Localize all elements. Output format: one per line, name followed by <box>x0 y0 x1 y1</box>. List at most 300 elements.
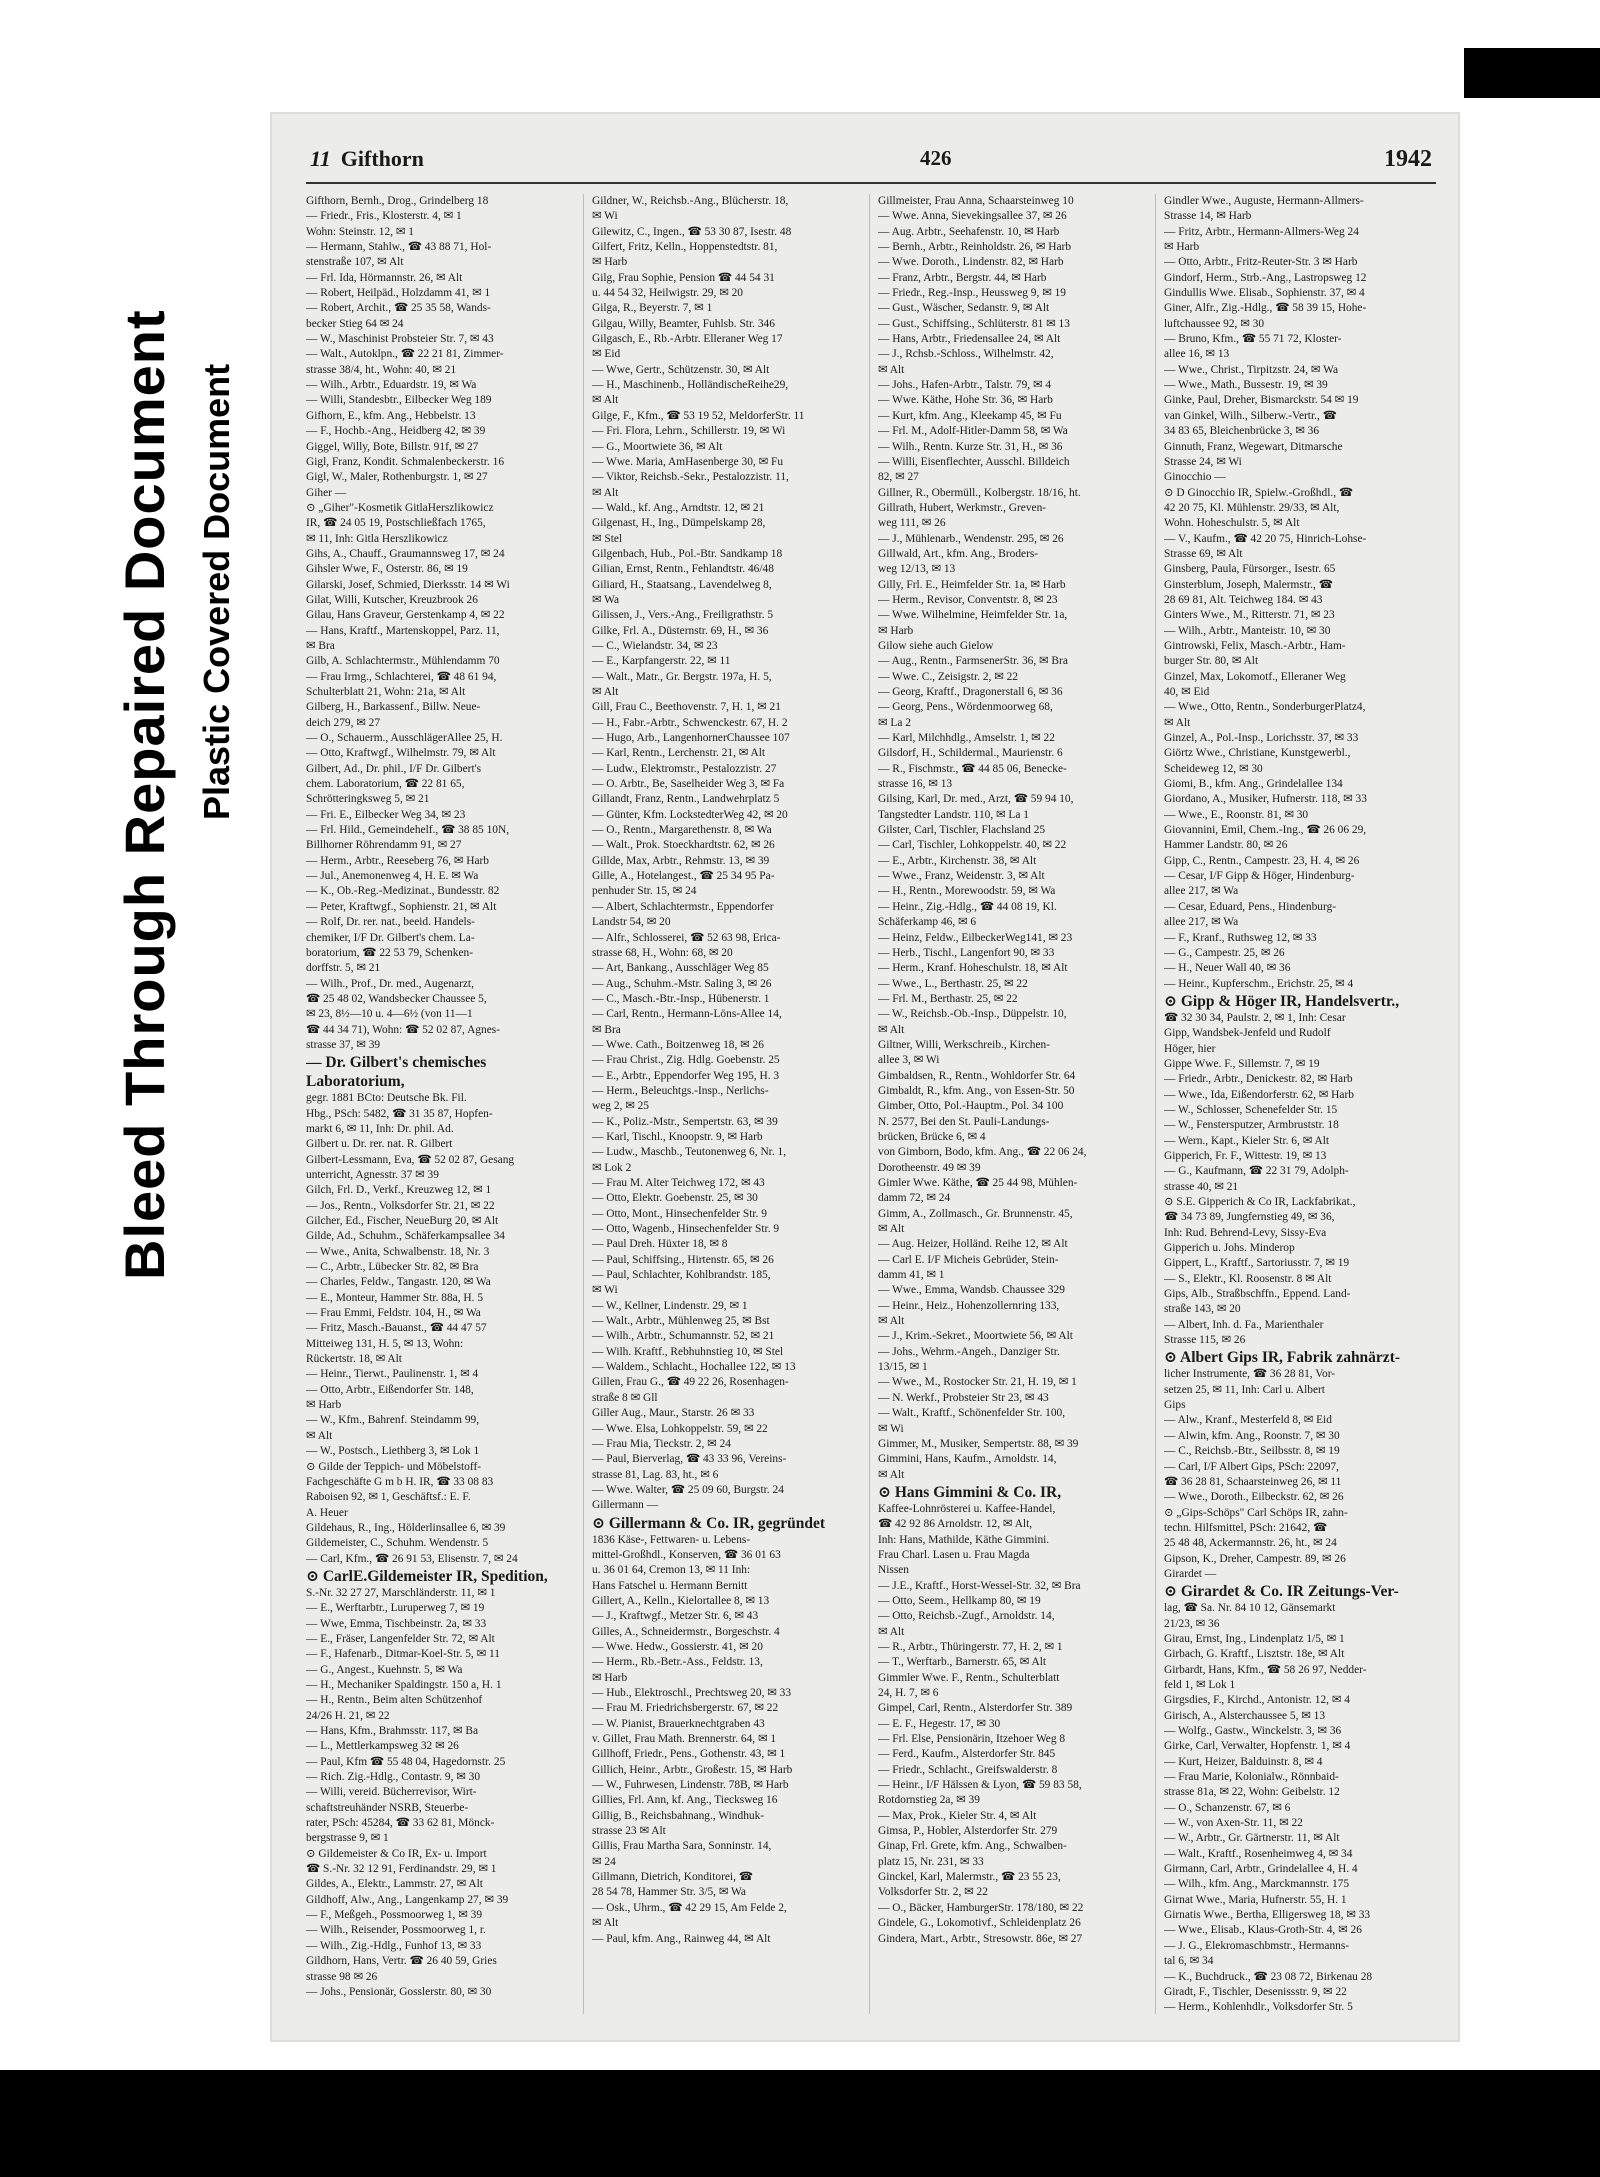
directory-entry: 82, ✉ 27 <box>878 471 919 484</box>
directory-entry: Gilow siehe auch Gielow <box>878 639 994 652</box>
directory-entry: — Aug. Heizer, Holländ. Reihe 12, ✉ Alt <box>878 1238 1068 1251</box>
directory-entry: — Frau Christ., Zig. Hdlg. Goebenstr. 25 <box>592 1054 780 1067</box>
directory-entry: — Wilh., Rentn. Kurze Str. 31, H., ✉ 36 <box>878 440 1063 453</box>
directory-entry: Gippert, L., Kraftf., Sartoriusstr. 7, ✉ 19 <box>1164 1257 1350 1270</box>
directory-entry: — Heinr., Zig.-Hdlg., ☎ 44 08 19, Kl. <box>878 900 1057 913</box>
directory-entry: ✉ Wi <box>592 1284 618 1297</box>
directory-entry: — Wilh. Kraftf., Rebhuhnstieg 10, ✉ Stel <box>592 1345 784 1358</box>
directory-entry: — Carl, Rentn., Hermann-Löns-Allee 14, <box>592 1008 782 1021</box>
directory-entry: Gilbert u. Dr. rer. nat. R. Gilbert <box>306 1138 453 1151</box>
directory-entry: — Karl, Tischl., Knoopstr. 9, ✉ Harb <box>592 1130 763 1143</box>
directory-entry: ⊙ Albert Gips IR, Fabrik zahnärzt- <box>1164 1349 1401 1367</box>
directory-entry: — Georg, Kraftf., Dragonerstall 6, ✉ 36 <box>878 686 1063 698</box>
directory-entry: Gillich, Heinr., Arbtr., Großestr. 15, ✉ Harb <box>592 1763 793 1776</box>
directory-entry: Gillhoff, Friedr., Pens., Gothenstr. 43, ✉ 1 <box>592 1748 786 1761</box>
directory-entry: — O., Schanzenstr. 67, ✉ 6 <box>1164 1801 1291 1814</box>
directory-entry: — Otto, Reichsb.-Zugf., Arnoldstr. 14, <box>878 1610 1055 1623</box>
directory-entry: Giner, Alfr., Zig.-Hdlg., ☎ 58 39 15, Hohe- <box>1164 302 1367 315</box>
directory-entry: — E., Werftarbtr., Luruperweg 7, ✉ 19 <box>306 1602 485 1615</box>
directory-entry: Gindler Wwe., Auguste, Hermann-Allmers- <box>1164 195 1364 207</box>
directory-entry: Ginap, Frl. Grete, kfm. Ang., Schwalben- <box>878 1840 1067 1853</box>
directory-entry: — E., Arbtr., Kirchenstr. 38, ✉ Alt <box>878 854 1037 867</box>
directory-entry: strasse 16, ✉ 13 <box>878 778 953 791</box>
directory-entry: — Hermann, Stahlw., ☎ 43 88 71, Hol- <box>306 241 492 254</box>
directory-column-4 <box>1164 194 1432 2014</box>
directory-entry: ✉ Alt <box>1164 716 1191 729</box>
directory-entry: — E., Arbtr., Eppendorfer Weg 195, H. 3 <box>592 1069 780 1082</box>
directory-entry: — Frl. Hild., Gemeindehelf., ☎ 38 85 10N, <box>306 824 510 837</box>
directory-entry: N. 2577, Bei den St. Pauli-Landungs- <box>878 1115 1050 1128</box>
directory-entry: — Walt., Matr., Gr. Bergstr. 197a, H. 5, <box>592 670 772 683</box>
directory-entry: — Kurt, kfm. Ang., Kleekamp 45, ✉ Fu <box>878 409 1062 422</box>
directory-entry: burger Str. 80, ✉ Alt <box>1164 655 1259 668</box>
directory-entry: — Rolf, Dr. rer. nat., beeid. Handels- <box>306 916 475 929</box>
directory-entry: — Wwe., E., Roonstr. 81, ✉ 30 <box>1164 808 1309 821</box>
directory-entry: ✉ Harb <box>1164 241 1200 254</box>
directory-entry: u. 44 54 32, Heilwigstr. 29, ✉ 20 <box>592 287 743 300</box>
side-label-plastic-covered: Plastic Covered Document <box>196 363 237 820</box>
directory-entry: Gilly, Frl. E., Heimfelder Str. 1a, ✉ Harb <box>878 578 1066 591</box>
directory-entry: Gimmer, M., Musiker, Sempertstr. 88, ✉ 39 <box>878 1437 1079 1450</box>
directory-entry: Ginzel, Max, Lokomotf., Elleraner Weg <box>1164 670 1346 683</box>
directory-entry: Girgsdies, F., Kirchd., Antonistr. 12, ✉ 4 <box>1164 1694 1350 1707</box>
directory-entry: Giggel, Willy, Bote, Billstr. 91f, ✉ 27 <box>306 440 479 453</box>
directory-entry: — S., Elektr., Kl. Roosenstr. 8 ✉ Alt <box>1164 1272 1332 1285</box>
directory-entry: Gildemeister, C., Schuhm. Wendenstr. 5 <box>306 1537 489 1550</box>
directory-entry: Giörtz Wwe., Christiane, Kunstgewerbl., <box>1164 747 1351 760</box>
directory-entry: 42 20 75, Kl. Mühlenstr. 29/33, ✉ Alt, <box>1164 501 1340 514</box>
directory-entry: — Wwe. Käthe, Hohe Str. 36, ✉ Harb <box>878 394 1053 407</box>
directory-entry: Gimsa, P., Hobler, Alsterdorfer Str. 279 <box>878 1825 1058 1838</box>
directory-entry: Gilde, Ad., Schuhm., Schäferkampsallee 34 <box>306 1230 505 1243</box>
directory-entry: Gildehaus, R., Ing., Hölderlinsallee 6, ✉ 39 <box>306 1521 506 1534</box>
header-rule <box>306 182 1436 184</box>
directory-entry: ✉ Bra <box>306 639 335 652</box>
directory-entry: — W., Arbtr., Gr. Gärtnerstr. 11, ✉ Alt <box>1164 1832 1340 1845</box>
directory-entry: — T., Werftarb., Barnerstr. 65, ✉ Alt <box>878 1656 1047 1669</box>
directory-entry: Gilke, Frl. A., Düsternstr. 69, H., ✉ 36 <box>592 624 769 637</box>
directory-entry: ✉ 11, Inh: Gitla Herszlikowicz <box>306 532 448 545</box>
directory-entry: setzen 25, ✉ 11, Inh: Carl u. Albert <box>1164 1383 1325 1396</box>
directory-entry: ✉ Alt <box>592 1917 619 1930</box>
directory-entry: ✉ Alt <box>878 363 905 376</box>
directory-entry: — Robert, Archit., ☎ 25 35 58, Wands- <box>306 302 491 315</box>
directory-entry: Gimmler Wwe. F., Rentn., Schulterblatt <box>878 1671 1060 1684</box>
directory-entry: Girbardt, Hans, Kfm., ☎ 58 26 97, Nedder- <box>1164 1663 1367 1676</box>
directory-entry: — Otto, Arbtr., Eißendorfer Str. 148, <box>306 1383 474 1396</box>
directory-entry: Girau, Ernst, Ing., Lindenplatz 1/5, ✉ 1 <box>1164 1632 1345 1645</box>
directory-entry: Gipperich u. Johs. Minderop <box>1164 1242 1295 1255</box>
directory-entry: — Wilh., Zig.-Hdlg., Funhof 13, ✉ 33 <box>306 1939 482 1952</box>
directory-entry: Volksdorfer Str. 2, ✉ 22 <box>878 1886 988 1899</box>
directory-entry: Strasse 14, ✉ Harb <box>1164 210 1252 223</box>
directory-entry: — Karl, Milchhdlg., Amselstr. 1, ✉ 22 <box>878 732 1055 745</box>
directory-entry: dorffstr. 5, ✉ 21 <box>306 962 381 975</box>
directory-entry: ✉ Alt <box>592 394 619 407</box>
directory-entry: — Frau M. Alter Teichweg 172, ✉ 43 <box>592 1177 765 1189</box>
directory-entry: Gilewitz, C., Ingen., ☎ 53 30 87, Isestr. 48 <box>592 225 792 238</box>
directory-entry: — Wwe., Christ., Tirpitzstr. 24, ✉ Wa <box>1164 363 1339 376</box>
directory-entry: ⊙ „Gips-Schöps" Carl Schöps IR, zahn- <box>1164 1506 1348 1519</box>
directory-entry: — Herm., Revisor, Conventstr. 8, ✉ 23 <box>878 593 1058 606</box>
directory-entry: Gilge, F., Kfm., ☎ 53 19 52, MeldorferStr. 11 <box>592 409 805 422</box>
directory-entry: Giordano, A., Musiker, Hufnerstr. 118, ✉ 33 <box>1164 793 1367 806</box>
directory-entry: Gilsing, Karl, Dr. med., Arzt, ☎ 59 94 10, <box>878 793 1074 806</box>
directory-entry: — Friedr., Fris., Klosterstr. 4, ✉ 1 <box>306 210 462 223</box>
directory-entry: — Walt., Prok. Stoeckhardtstr. 62, ✉ 26 <box>592 839 775 852</box>
directory-entry: — Aug. Arbtr., Seehafenstr. 10, ✉ Harb <box>878 225 1060 238</box>
directory-entry: — C., Wielandstr. 34, ✉ 23 <box>592 639 718 652</box>
directory-entry: 28 69 81, Alt. Teichweg 184. ✉ 43 <box>1164 593 1323 606</box>
directory-entry: ☎ 42 92 86 Arnoldstr. 12, ✉ Alt, <box>878 1518 1033 1531</box>
directory-entry: Gildhoff, Alw., Ang., Langenkamp 27, ✉ 39 <box>306 1893 509 1906</box>
directory-entry: becker Stieg 64 ✉ 24 <box>306 317 404 330</box>
directory-entry: — Alwin, kfm. Ang., Roonstr. 7, ✉ 30 <box>1164 1429 1340 1442</box>
directory-entry: Scheideweg 12, ✉ 30 <box>1164 762 1263 775</box>
directory-entry: van Ginkel, Wilh., Silberw.-Vertr., ☎ <box>1164 409 1337 422</box>
directory-entry: — Aug., Schuhm.-Mstr. Saling 3, ✉ 26 <box>592 977 772 990</box>
directory-entry: Gimler Wwe. Käthe, ☎ 25 44 98, Mühlen- <box>878 1177 1078 1189</box>
directory-entry: — Bruno, Kfm., ☎ 55 71 72, Kloster- <box>1164 333 1342 346</box>
directory-entry: chemiker, I/F Dr. Gilbert's chem. La- <box>306 931 475 944</box>
directory-entry: Gildner, W., Reichsb.-Ang., Blücherstr. 18, <box>592 195 789 207</box>
directory-entry: — Wilh., Arbtr., Manteistr. 10, ✉ 30 <box>1164 624 1331 637</box>
directory-entry: allee 217, ✉ Wa <box>1164 885 1239 898</box>
directory-entry: Gillis, Frau Martha Sara, Sonninstr. 14, <box>592 1840 772 1853</box>
directory-entry: ✉ Alt <box>878 1223 905 1236</box>
directory-entry: Schäferkamp 46, ✉ 6 <box>878 916 977 929</box>
directory-entry: Schrötteringksweg 5, ✉ 21 <box>306 793 430 806</box>
directory-year: 1942 <box>1384 146 1432 172</box>
directory-entry: — H., Maschinenb., HolländischeReihe29, <box>592 379 789 392</box>
directory-entry: — L., Mettlerkampsweg 32 ✉ 26 <box>306 1740 459 1753</box>
directory-entry: lag, ☎ Sa. Nr. 84 10 12, Gänsemarkt <box>1164 1602 1336 1615</box>
directory-entry: — Wolfg., Gastw., Winckelstr. 3, ✉ 36 <box>1164 1725 1342 1737</box>
directory-entry: Gigl, Franz, Kondit. Schmalenbeckerstr. 16 <box>306 455 505 468</box>
directory-entry: penhuder Str. 15, ✉ 24 <box>592 885 697 898</box>
directory-entry: Gillrath, Hubert, Werkmstr., Greven- <box>878 501 1047 514</box>
directory-entry: — W., Fenstersputzer, Armbruststr. 18 <box>1164 1119 1339 1132</box>
directory-column-1 <box>306 194 574 2014</box>
directory-entry: Gindera, Mart., Arbtr., Stresowstr. 86e, ✉ 27 <box>878 1932 1083 1945</box>
directory-entry: Ginnuth, Franz, Wegewart, Ditmarsche <box>1164 440 1343 453</box>
directory-entry: Gilian, Ernst, Rentn., Fehlandtstr. 46/48 <box>592 563 774 576</box>
directory-entry: — Frl. Else, Pensionärin, Itzehoer Weg 8 <box>878 1733 1066 1746</box>
directory-entry: strasse 81, Lag. 83, ht., ✉ 6 <box>592 1468 719 1481</box>
directory-entry: — Hans, Kfm., Brahmsstr. 117, ✉ Ba <box>306 1725 479 1737</box>
directory-entry: — Ludw., Elektromstr., Pestalozzistr. 27 <box>592 762 777 775</box>
directory-entry: deich 279, ✉ 27 <box>306 716 381 729</box>
directory-entry: Giher — <box>306 486 347 499</box>
directory-entry: — Frau Irmg., Schlachterei, ☎ 48 61 94, <box>306 670 497 683</box>
directory-entry: straße 143, ✉ 20 <box>1164 1303 1241 1316</box>
directory-entry: — G., Campestr. 25, ✉ 26 <box>1164 946 1285 959</box>
directory-entry: — J., Rchsb.-Schloss., Wilhelmstr. 42, <box>878 348 1054 361</box>
directory-entry: Gillen, Frau G., ☎ 49 22 26, Rosenhagen- <box>592 1376 789 1389</box>
directory-entry: Gindele, G., Lokomotivf., Schleidenplatz 26 <box>878 1917 1081 1930</box>
directory-entry: Giller Aug., Maur., Starstr. 26 ✉ 33 <box>592 1407 755 1420</box>
directory-column-2 <box>592 194 860 2014</box>
directory-entry: ✉ Wi <box>592 210 618 223</box>
directory-entry: ✉ Bra <box>592 1023 621 1036</box>
running-head-place: Gifthorn <box>340 146 424 171</box>
directory-entry: allee 16, ✉ 13 <box>1164 348 1230 361</box>
directory-entry: Girardet — <box>1164 1567 1217 1580</box>
directory-entry: — Carl, I/F Albert Gips, PSch: 22097, <box>1164 1460 1339 1473</box>
directory-entry: — Wwe., Anita, Schwalbenstr. 18, Nr. 3 <box>306 1245 490 1258</box>
directory-entry: Gindorf, Herm., Strb.-Ang., Lastropsweg 12 <box>1164 271 1367 284</box>
directory-entry: ☎ 32 30 34, Paulstr. 2, ✉ 1, Inh: Cesar <box>1164 1011 1346 1024</box>
directory-entry: Nissen <box>878 1564 910 1577</box>
column-divider <box>583 194 584 2014</box>
directory-entry: ✉ Stel <box>592 532 623 545</box>
directory-entry: ⊙ Gildemeister & Co IR, Ex- u. Import <box>306 1847 487 1860</box>
directory-entry: Gilsdorf, H., Schildermal., Maurienstr. 6 <box>878 747 1063 760</box>
directory-entry: — Herm., Arbtr., Reeseberg 76, ✉ Harb <box>306 854 489 867</box>
directory-entry: Gilgau, Willy, Beamter, Fuhlsb. Str. 346 <box>592 317 775 330</box>
directory-entry: — H., Rentn., Morewoodstr. 59, ✉ Wa <box>878 885 1056 898</box>
directory-entry: damm 41, ✉ 1 <box>878 1269 945 1282</box>
directory-entry: Gillner, R., Obermüll., Kolbergstr. 18/16, ht. <box>878 486 1081 499</box>
directory-entry: — Wwe. Hedw., Gossierstr. 41, ✉ 20 <box>592 1640 763 1653</box>
directory-entry: — Friedr., Arbtr., Denickestr. 82, ✉ Harb <box>1164 1073 1353 1086</box>
directory-entry: mittel-Großhdl., Konserven, ☎ 36 01 63 <box>592 1548 781 1561</box>
directory-entry: unterricht, Agnesstr. 37 ✉ 39 <box>306 1168 439 1181</box>
directory-entry: ✉ Alt <box>878 1315 905 1328</box>
directory-entry: Gilb, A. Schlachtermstr., Mühlendamm 70 <box>306 655 500 668</box>
directory-entry: — Willi, vereid. Bücherrevisor, Wirt- <box>306 1786 477 1799</box>
directory-entry: — Frau Marie, Kolonialw., Rönnbaid- <box>1164 1771 1339 1784</box>
page-number: 426 <box>920 146 952 170</box>
directory-entry: strasse 98 ✉ 26 <box>306 1970 378 1983</box>
directory-entry: — Wern., Kapt., Kieler Str. 6, ✉ Alt <box>1164 1134 1330 1147</box>
directory-entry: Schulterblatt 21, Wohn: 21a, ✉ Alt <box>306 686 466 698</box>
directory-entry: — J.E., Kraftf., Horst-Wessel-Str. 32, ✉ Bra <box>878 1579 1081 1592</box>
directory-entry: Giliard, H., Staatsang., Lavendelweg 8, <box>592 578 772 591</box>
directory-entry: — Johs., Pensionär, Gosslerstr. 80, ✉ 30 <box>306 1985 492 1998</box>
directory-entry: — Robert, Heilpäd., Holzdamm 41, ✉ 1 <box>306 287 491 300</box>
directory-entry: — G., Angest., Kuehnstr. 5, ✉ Wa <box>306 1663 463 1676</box>
directory-entry: — Walt., Kraftf., Rosenheimweg 4, ✉ 34 <box>1164 1847 1353 1860</box>
directory-entry: ☎ S.-Nr. 32 12 91, Ferdinandstr. 29, ✉ 1 <box>306 1863 497 1876</box>
directory-entry: — Paul, Kfm ☎ 55 48 04, Hagedornstr. 25 <box>306 1755 506 1768</box>
directory-entry: Ginsberg, Paula, Fürsorger., Isestr. 65 <box>1164 563 1336 576</box>
directory-entry: Girnat Wwe., Maria, Hufnerstr. 55, H. 1 <box>1164 1893 1347 1906</box>
directory-columns <box>306 194 1440 2014</box>
directory-entry: — Walt., Arbtr., Mühlenweg 25, ✉ Bst <box>592 1315 770 1328</box>
directory-entry: Gilberg, H., Barkassenf., Billw. Neue- <box>306 701 481 714</box>
directory-entry: — Hans, Kraftf., Martenskoppel, Parz. 11, <box>306 624 500 637</box>
directory-entry: Gille, A., Hotelangest., ☎ 25 34 95 Pa- <box>592 870 775 883</box>
directory-entry: — Dr. Gilbert's chemisches <box>306 1054 487 1072</box>
directory-entry: allee 3, ✉ Wi <box>878 1054 940 1067</box>
directory-entry: Gildes, A., Elektr., Lammstr. 27, ✉ Alt <box>306 1878 483 1891</box>
directory-entry: — Albert, Schlachtermstr., Eppendorfer <box>592 900 774 913</box>
directory-entry: — Wwe., Doroth., Eilbeckstr. 62, ✉ 26 <box>1164 1491 1344 1504</box>
directory-entry: Gimpel, Carl, Rentn., Alsterdorfer Str. 389 <box>878 1702 1073 1715</box>
directory-entry: Gilau, Hans Graveur, Gerstenkamp 4, ✉ 22 <box>306 609 505 622</box>
scan-border-top <box>1464 48 1600 98</box>
directory-entry: Girnatis Wwe., Bertha, Elligersweg 18, ✉ 33 <box>1164 1909 1371 1922</box>
directory-entry: Wohn. Hoheschulstr. 5, ✉ Alt <box>1164 517 1300 530</box>
directory-entry: — Wilh., kfm. Ang., Marckmannstr. 175 <box>1164 1878 1350 1891</box>
side-label-bleed-through: Bleed Through Repaired Document <box>113 309 176 1280</box>
directory-entry: Girmann, Carl, Arbtr., Grindelallee 4, H. 4 <box>1164 1863 1358 1876</box>
directory-entry: Gillermann — <box>592 1499 659 1512</box>
directory-entry: Gindullis Wwe. Elisab., Sophienstr. 37, ✉ 4 <box>1164 287 1365 300</box>
directory-entry: 40, ✉ Eid <box>1164 686 1210 698</box>
directory-entry: Fachgeschäfte G m b H. IR, ☎ 33 08 83 <box>306 1475 494 1488</box>
directory-entry: Gimmini, Hans, Kaufm., Arnoldstr. 14, <box>878 1453 1057 1466</box>
directory-entry: ☎ 34 73 89, Jungfernstieg 49, ✉ 36, <box>1164 1211 1335 1224</box>
directory-entry: 34 83 65, Bleichenbrücke 3, ✉ 36 <box>1164 425 1320 438</box>
directory-entry: Gihs, A., Chauff., Graumannsweg 17, ✉ 24 <box>306 547 505 560</box>
directory-entry: — Fri. E., Eilbecker Weg 34, ✉ 23 <box>306 808 466 821</box>
directory-entry: — Frl. Ida, Hörmannstr. 26, ✉ Alt <box>306 271 463 284</box>
directory-entry: Laboratorium, <box>306 1073 405 1091</box>
directory-entry: ⊙ CarlE.Gildemeister IR, Spedition, <box>306 1567 548 1585</box>
directory-entry: Strasse 115, ✉ 26 <box>1164 1334 1246 1347</box>
directory-entry: — Gust., Schiffsing., Schlüterstr. 81 ✉ 13 <box>878 317 1070 330</box>
directory-entry: Gilcher, Ed., Fischer, NeueBurg 20, ✉ Alt <box>306 1215 499 1227</box>
running-head-left <box>310 146 424 172</box>
directory-entry: techn. Hilfsmittel, PSch: 21642, ☎ <box>1164 1521 1328 1534</box>
directory-entry: — E., Fräser, Langenfelder Str. 72, ✉ Alt <box>306 1632 495 1645</box>
directory-entry: — Max, Prok., Kieler Str. 4, ✉ Alt <box>878 1809 1037 1822</box>
directory-entry: — Frau M. Friedrichsbergerstr. 67, ✉ 22 <box>592 1702 779 1715</box>
directory-entry: — F., Hafenarb., Ditmar-Koel-Str. 5, ✉ 11 <box>306 1648 500 1661</box>
directory-entry: — Frl. M., Adolf-Hitler-Damm 58, ✉ Wa <box>878 425 1068 438</box>
directory-entry: — Cesar, Eduard, Pens., Hindenburg- <box>1164 900 1337 913</box>
directory-entry: — Wwe., L., Berthastr. 25, ✉ 22 <box>878 977 1028 990</box>
directory-entry: — Paul, kfm. Ang., Rainweg 44, ✉ Alt <box>592 1932 771 1945</box>
directory-entry: — W., Fuhrwesen, Lindenstr. 78B, ✉ Harb <box>592 1779 789 1792</box>
directory-entry: Ginke, Paul, Dreher, Bismarckstr. 54 ✉ 19 <box>1164 394 1359 407</box>
directory-entry: — Wwe, Emma, Tischbeinstr. 2a, ✉ 33 <box>306 1617 487 1630</box>
directory-entry: — Heinr., Kupferschm., Erichstr. 25, ✉ 4 <box>1164 977 1354 990</box>
directory-entry: — C., Reichsb.-Btr., Seilbsstr. 8, ✉ 19 <box>1164 1445 1340 1458</box>
directory-entry: chem. Laboratorium, ☎ 22 81 65, <box>306 778 465 791</box>
directory-entry: — Frl. M., Berthastr. 25, ✉ 22 <box>878 992 1018 1005</box>
directory-entry: ✉ Harb <box>592 1671 628 1684</box>
directory-entry: strasse 68, H., Wohn: 68, ✉ 20 <box>592 946 733 959</box>
directory-entry: Landstr 54, ✉ 20 <box>592 916 671 929</box>
directory-entry: — F., Hochb.-Ang., Heidberg 42, ✉ 39 <box>306 425 486 438</box>
directory-entry: Gilgenast, H., Ing., Dümpelskamp 28, <box>592 517 766 530</box>
directory-entry: 24, H. 7, ✉ 6 <box>878 1687 939 1699</box>
directory-entry: — Hugo, Arb., LangenhornerChaussee 107 <box>592 732 790 745</box>
directory-entry: ✉ Harb <box>592 256 628 269</box>
directory-entry: — R., Arbtr., Thüringerstr. 77, H. 2, ✉ 1 <box>878 1640 1063 1653</box>
directory-entry: — Paul, Bierverlag, ☎ 43 33 96, Vereins- <box>592 1453 787 1466</box>
directory-entry: A. Heuer <box>306 1506 348 1519</box>
directory-entry: bergstrasse 9, ✉ 1 <box>306 1832 389 1845</box>
directory-entry: — F., Kranf., Ruthsweg 12, ✉ 33 <box>1164 931 1317 944</box>
directory-entry: — W. Pianist, Brauerknechtgraben 43 <box>592 1717 765 1730</box>
directory-entry: ✉ La 2 <box>878 716 911 729</box>
directory-entry: gegr. 1881 BCto: Deutsche Bk. Fil. <box>306 1092 467 1105</box>
running-head <box>310 146 1432 178</box>
directory-entry: Dorotheenstr. 49 ✉ 39 <box>878 1161 981 1174</box>
directory-entry: luftchaussee 92, ✉ 30 <box>1164 317 1265 330</box>
directory-entry: — Wwe. Anna, Sievekingsallee 37, ✉ 26 <box>878 210 1067 223</box>
directory-entry: — Wwe. Wilhelmine, Heimfelder Str. 1a, <box>878 609 1068 622</box>
directory-entry: — Kurt, Heizer, Balduinstr. 8, ✉ 4 <box>1164 1755 1323 1768</box>
directory-entry: markt 6, ✉ 11, Inh: Dr. phil. Ad. <box>306 1122 454 1135</box>
directory-entry: — Ferd., Kaufm., Alsterdorfer Str. 845 <box>878 1748 1056 1761</box>
directory-entry: — Albert, Inh. d. Fa., Marienthaler <box>1164 1318 1324 1331</box>
directory-entry: ✉ Wi <box>878 1422 904 1435</box>
directory-entry: — Osk., Uhrm., ☎ 42 29 15, Am Felde 2, <box>592 1901 787 1914</box>
directory-entry: — W., Maschinist Probsteier Str. 7, ✉ 43 <box>306 333 494 346</box>
directory-entry: Gillde, Max, Arbtr., Rehmstr. 13, ✉ 39 <box>592 854 770 867</box>
directory-entry: ✉ Alt <box>592 486 619 499</box>
directory-entry: — Alfr., Schlosserei, ☎ 52 63 98, Erica- <box>592 931 781 944</box>
directory-entry: — Carl, Kfm., ☎ 26 91 53, Elisenstr. 7, ✉ 24 <box>306 1552 518 1565</box>
directory-entry: ⊙ Hans Gimmini & Co. IR, <box>878 1483 1062 1501</box>
directory-entry: Gifhorn, E., kfm. Ang., Hebbelstr. 13 <box>306 409 476 422</box>
directory-entry: — H., Fabr.-Arbtr., Schwenckestr. 67, H. 2 <box>592 716 788 729</box>
directory-entry: Gillig, B., Reichsbahnang., Windhuk- <box>592 1809 765 1822</box>
directory-entry: brücken, Brücke 6, ✉ 4 <box>878 1130 986 1143</box>
directory-entry: strasse 37, ✉ 39 <box>306 1038 381 1051</box>
directory-entry: — H., Neuer Wall 40, ✉ 36 <box>1164 962 1291 975</box>
directory-entry: Gillwald, Art., kfm. Ang., Broders- <box>878 547 1039 560</box>
directory-entry: stenstraße 107, ✉ Alt <box>306 256 404 269</box>
directory-entry: ⊙ Gillermann & Co. IR, gegründet <box>592 1514 825 1532</box>
directory-entry: — Aug., Rentn., FarmsenerStr. 36, ✉ Bra <box>878 655 1068 668</box>
directory-entry: Gilgasch, E., Rb.-Arbtr. Elleraner Weg 17 <box>592 333 783 346</box>
directory-entry: Kaffee-Lohnrösterei u. Kaffee-Handel, <box>878 1502 1056 1515</box>
directory-entry: — Cesar, I/F Gipp & Höger, Hindenburg- <box>1164 870 1355 883</box>
directory-entry: Gipson, K., Dreher, Campestr. 89, ✉ 26 <box>1164 1552 1346 1565</box>
directory-entry: Gilat, Willi, Kutscher, Kreuzbrook 26 <box>306 593 478 606</box>
directory-entry: ✉ Alt <box>306 1429 333 1442</box>
directory-entry: — Waldem., Schlacht., Hochallee 122, ✉ 13 <box>592 1361 796 1374</box>
directory-entry: weg 2, ✉ 25 <box>592 1100 649 1113</box>
directory-entry: — Wilh., Arbtr., Eduardstr. 19, ✉ Wa <box>306 379 477 392</box>
directory-entry: — Fri. Flora, Lehrn., Schillerstr. 19, ✉ Wi <box>592 425 786 438</box>
directory-entry: Gill, Frau C., Beethovenstr. 7, H. 1, ✉ 21 <box>592 701 781 714</box>
directory-entry: — F., Meßgeh., Possmoorweg 1, ✉ 39 <box>306 1909 483 1922</box>
directory-entry: — W., Kellner, Lindenstr. 29, ✉ 1 <box>592 1299 748 1312</box>
directory-entry: — Georg, Pens., Wördenmoorweg 68, <box>878 701 1053 714</box>
directory-entry: schaftstreuhänder NSRB, Steuerbe- <box>306 1801 469 1814</box>
directory-entry: ✉ Alt <box>592 686 619 698</box>
directory-entry: 13/15, ✉ 1 <box>878 1361 928 1374</box>
directory-entry: Hans Fatschel u. Hermann Bernitt <box>592 1579 748 1592</box>
directory-entry: — Wwe. Elsa, Lohkoppelstr. 59, ✉ 22 <box>592 1422 768 1435</box>
directory-entry: 24/26 H. 21, ✉ 22 <box>306 1709 390 1722</box>
directory-entry: — Wwe, Gertr., Schützenstr. 30, ✉ Alt <box>592 363 770 376</box>
directory-entry: Gipp, C., Rentn., Campestr. 23, H. 4, ✉ 26 <box>1164 854 1360 867</box>
directory-entry: Girisch, A., Alsterchaussee 5, ✉ 13 <box>1164 1709 1326 1722</box>
directory-entry: — Bernh., Arbtr., Reinholdstr. 26, ✉ Harb <box>878 241 1072 254</box>
directory-entry: ⊙ Gilde der Teppich- und Möbelstoff- <box>306 1460 482 1473</box>
directory-entry: Gillies, Frl. Ann, kf. Ang., Tiecksweg 16 <box>592 1794 778 1807</box>
directory-entry: Gillandt, Franz, Rentn., Landwehrplatz 5 <box>592 793 780 806</box>
directory-entry: Ginzel, A., Pol.-Insp., Lorichsstr. 37, ✉ 33 <box>1164 732 1359 745</box>
directory-entry: — Carl E. I/F Micheis Gebrüder, Stein- <box>878 1253 1059 1266</box>
directory-entry: Girbach, G. Kraftf., Lisztstr. 18e, ✉ Alt <box>1164 1648 1345 1661</box>
directory-entry: Frau Charl. Lasen u. Frau Magda <box>878 1548 1030 1561</box>
directory-entry: — Günter, Kfm. LockstedterWeg 42, ✉ 20 <box>592 808 788 821</box>
directory-entry: Strasse 24, ✉ Wi <box>1164 455 1242 468</box>
directory-entry: — O. Arbtr., Be, Saselheider Weg 3, ✉ Fa <box>592 778 785 791</box>
directory-entry: 1836 Käse-, Fettwaren- u. Lebens- <box>592 1533 751 1546</box>
directory-entry: — Carl, Tischler, Lohkoppelstr. 40, ✉ 22 <box>878 839 1067 852</box>
directory-entry: Giovannini, Emil, Chem.-Ing., ☎ 26 06 29, <box>1164 824 1367 837</box>
